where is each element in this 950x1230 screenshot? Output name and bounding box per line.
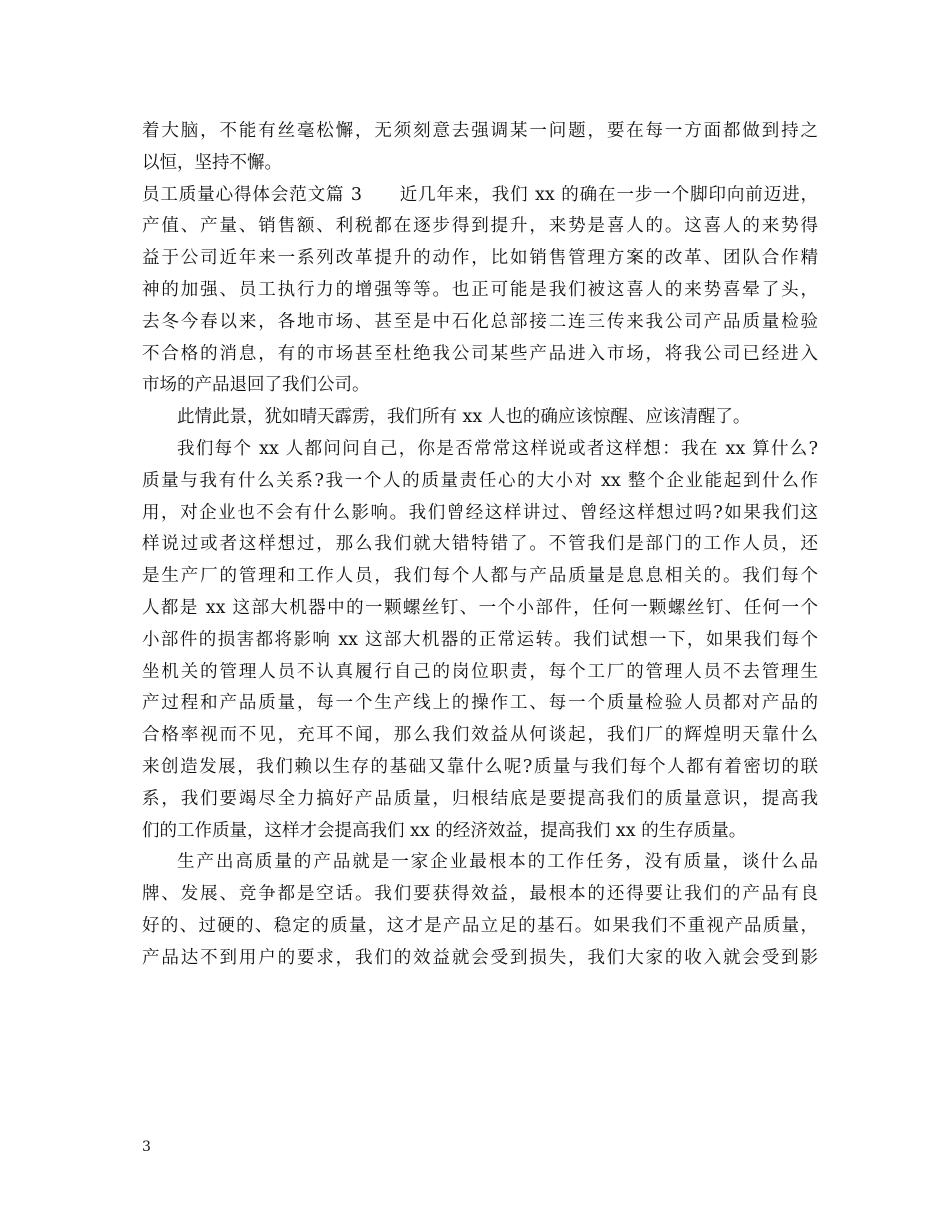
- text-line: 来创造发展，我们赖以生存的基础又靠什么呢?质量与我们每个人都有着密切的联: [142, 756, 818, 777]
- text-line: 市场的产品退回了我们公司。: [142, 375, 370, 396]
- text-line: 不合格的消息，有的市场甚至杜绝我公司某些产品进入市场，将我公司已经进入: [142, 343, 818, 364]
- text-line: 此情此景，犹如晴天霹雳，我们所有 xx 人也的确应该惊醒、应该清醒了。: [177, 407, 751, 428]
- text-line: 产过程和产品质量，每一个生产线上的操作工、每一个质量检验人员都对产品的: [142, 693, 818, 714]
- text-line: 我们每个 xx 人都问问自己，你是否常常这样说或者这样想：我在 xx 算什么?: [177, 438, 818, 459]
- text-line: 系，我们要竭尽全力搞好产品质量，归根结底是要提高我们的质量意识，提高我: [142, 788, 818, 809]
- text-line: 小部件的损害都将影响 xx 这部大机器的正常运转。我们试想一下，如果我们每个: [142, 629, 818, 650]
- text-line: 好的、过硬的、稳定的质量，这才是产品立足的基石。如果我们不重视产品质量，: [142, 915, 818, 936]
- text-line: 生产出高质量的产品就是一家企业最根本的工作任务，没有质量，谈什么品: [177, 852, 818, 873]
- text-line: 益于公司近年来一系列改革提升的动作，比如销售管理方案的改革、团队合作精: [142, 248, 818, 269]
- document-body: [142, 116, 818, 975]
- text-line: 去冬今春以来，各地市场、甚至是中石化总部接二连三传来我公司产品质量检验: [142, 311, 818, 332]
- text-line: 样说过或者这样想过，那么我们就大错特错了。不管我们是部门的工作人员，还: [142, 534, 818, 555]
- text-line: 们的工作质量，这样才会提高我们 xx 的经济效益，提高我们 xx 的生存质量。: [142, 820, 747, 841]
- text-line: 用，对企业也不会有什么影响。我们曾经这样讲过、曾经这样想过吗?如果我们这: [142, 502, 818, 523]
- text-line: 产品达不到用户的要求，我们的效益就会受到损失，我们大家的收入就会受到影: [142, 947, 818, 968]
- text-line: 合格率视而不见，充耳不闻，那么我们效益从何谈起，我们厂的辉煌明天靠什么: [142, 725, 818, 746]
- text-line: 坐机关的管理人员不认真履行自己的岗位职责，每个工厂的管理人员不去管理生: [142, 661, 818, 682]
- text-line: 产值、产量、销售额、利税都在逐步得到提升，来势是喜人的。这喜人的来势得: [142, 216, 818, 237]
- text-line: 员工质量心得体会范文篇 3 近几年来，我们 xx 的确在一步一个脚印向前迈进，: [142, 184, 818, 205]
- page-number: 3: [142, 1139, 151, 1155]
- text-line: 以恒，坚持不懈。: [142, 152, 282, 173]
- text-line: 牌、发展、竞争都是空话。我们要获得效益，最根本的还得要让我们的产品有良: [142, 884, 818, 905]
- text-line: 质量与我有什么关系?我一个人的质量责任心的大小对 xx 整个企业能起到什么作: [142, 470, 818, 491]
- text-line: 人都是 xx 这部大机器中的一颗螺丝钉、一个小部件，任何一颗螺丝钉、任何一个: [142, 597, 818, 618]
- text-line: 神的加强、员工执行力的增强等等。也正可能是我们被这喜人的来势喜晕了头，: [142, 279, 818, 300]
- text-line: 着大脑，不能有丝毫松懈，无须刻意去强调某一问题，要在每一方面都做到持之: [142, 121, 818, 141]
- text-line: 是生产厂的管理和工作人员，我们每个人都与产品质量是息息相关的。我们每个: [142, 566, 818, 587]
